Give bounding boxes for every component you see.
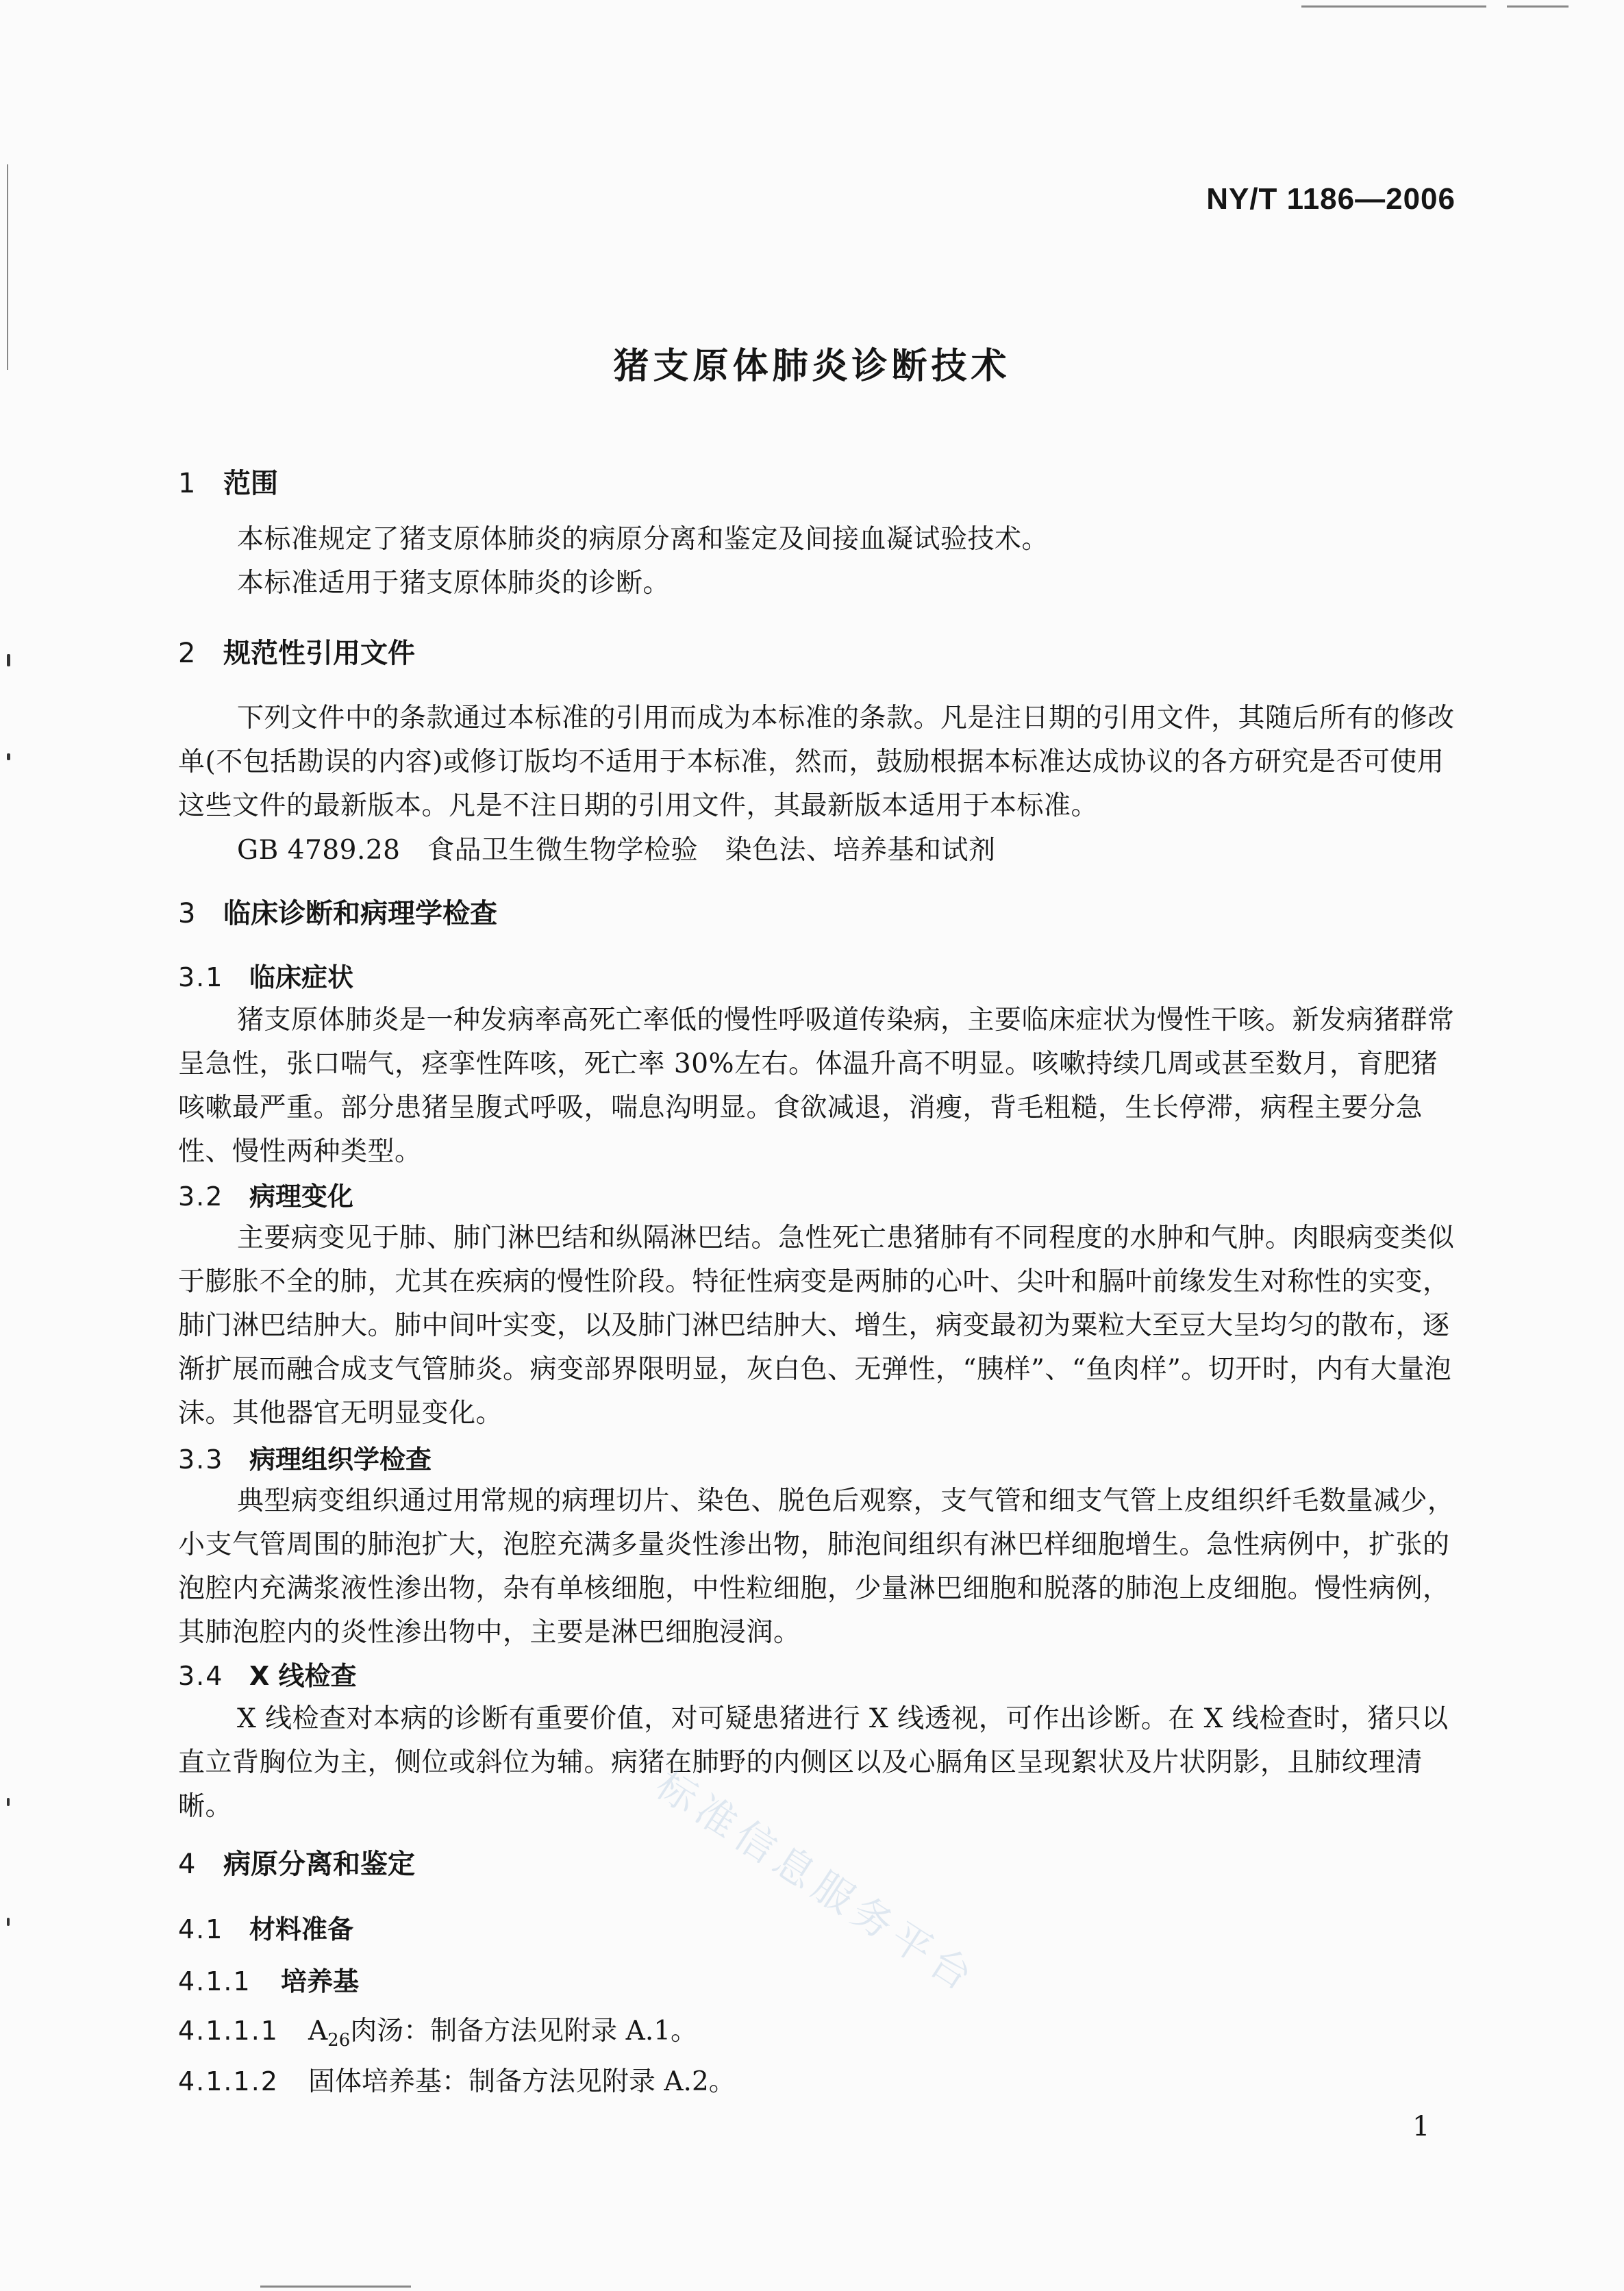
subsection-4-1-1-heading xyxy=(178,1960,359,1998)
scan-top-rule xyxy=(1301,5,1486,8)
clause-body: 固体培养基：制备方法见附录 A.2。 xyxy=(308,2066,736,2097)
subsection-4-1-heading xyxy=(178,1908,353,1946)
scan-left-mark xyxy=(7,1798,10,1806)
clause-number: 4.1.1.2 xyxy=(178,2066,279,2096)
subsection-number: 3.3 xyxy=(178,1444,224,1475)
standard-code: NY/T 1186—2006 xyxy=(1206,182,1456,216)
clause-body: 肉汤：制备方法见附录 A.1。 xyxy=(350,2016,698,2046)
subsection-number: 3.4 xyxy=(178,1661,224,1691)
clause-text xyxy=(308,2016,698,2051)
section-title: 规范性引用文件 xyxy=(223,638,415,669)
subsection-title: X 线检查 xyxy=(249,1661,357,1691)
watermark: 标准信息服务平台 xyxy=(647,1760,986,2003)
subsection-title: 临床症状 xyxy=(249,962,354,992)
paragraph: 典型病变组织通过用常规的病理切片、染色、脱色后观察，支气管和细支气管上皮组织纤毛数量减少，小支气管周围的肺泡扩大，泡腔充满多量炎性渗出物，肺泡间组织有淋巴样细胞增生。急性病例中，扩张的泡腔内充满浆液性渗出物，杂有单核细胞，中性粒细胞，少量淋巴细胞和脱落的肺泡上皮细胞。慢性病例，其肺泡腔内的炎性渗出物中，主要是淋巴细胞浸润。 xyxy=(178,1486,1455,1648)
section-title: 临床诊断和病理学检查 xyxy=(223,898,497,929)
subsection-number: 4.1 xyxy=(178,1914,224,1944)
scan-left-mark xyxy=(7,753,10,760)
section-title: 范围 xyxy=(223,468,278,499)
section-3-heading xyxy=(178,892,497,931)
medium-prefix: A xyxy=(308,2016,328,2046)
page-number: 1 xyxy=(1412,2111,1430,2142)
subsection-3-2-heading xyxy=(178,1175,353,1213)
subsection-number: 3.2 xyxy=(178,1181,224,1212)
subsection-number: 3.1 xyxy=(178,962,224,992)
subsection-number: 4.1.1 xyxy=(178,1966,251,1996)
subsection-title: 病理组织学检查 xyxy=(249,1444,432,1475)
clause-4-1-1-1 xyxy=(178,2010,697,2051)
scan-left-mark xyxy=(7,1918,10,1926)
paragraph: 本标准规定了猪支原体肺炎的病原分离和鉴定及间接血凝试验技术。 xyxy=(237,524,1049,555)
scan-bottom-rule xyxy=(260,2286,411,2288)
section-4-heading xyxy=(178,1842,415,1881)
scan-top-rule-short xyxy=(1507,5,1569,8)
scan-left-mark xyxy=(7,654,10,666)
reference-entry: GB 4789.28 食品卫生微生物学检验 染色法、培养基和试剂 xyxy=(237,835,996,866)
section-title: 病原分离和鉴定 xyxy=(223,1849,415,1880)
paragraph: 主要病变见于肺、肺门淋巴结和纵隔淋巴结。急性死亡患猪肺有不同程度的水肿和气肿。肉眼病变类似于膨胀不全的肺，尤其在疾病的慢性阶段。特征性病变是两肺的心叶、尖叶和膈叶前缘发生对称性的实变，肺门淋巴结肿大。肺中间叶实变，以及肺门淋巴结肿大、增生，病变最初为粟粒大至豆大呈均匀的散布，逐渐扩展而融合成支气管肺炎。病变部界限明显，灰白色、无弹性，“胰样”、“鱼肉样”。切开时，内有大量泡沫。其他器官无明显变化。 xyxy=(178,1223,1455,1429)
clause-4-1-1-2 xyxy=(178,2060,736,2099)
section-2-heading xyxy=(178,631,415,671)
medium-subscript: 26 xyxy=(327,2029,351,2051)
section-number: 3 xyxy=(178,898,196,929)
subsection-3-1-heading xyxy=(178,956,353,994)
paragraph: 下列文件中的条款通过本标准的引用而成为本标准的条款。凡是注日期的引用文件，其随后所有的修改单(不包括勘误的内容)或修订版均不适用于本标准，然而，鼓励根据本标准达成协议的各方研究是否可使用这些文件的最新版本。凡是不注日期的引用文件，其最新版本适用于本标准。 xyxy=(178,703,1455,821)
subsection-title: 病理变化 xyxy=(249,1181,354,1212)
clause-number: 4.1.1.1 xyxy=(178,2016,279,2046)
section-1-heading xyxy=(178,462,278,501)
subsection-title: 材料准备 xyxy=(249,1914,354,1944)
paragraph: X 线检查对本病的诊断有重要价值，对可疑患猪进行 X 线透视，可作出诊断。在 X 线检查时，猪只以直立背胸位为主，侧位或斜位为辅。病猪在肺野的内侧区以及心膈角区呈现絮状及片状阴影，且肺纹理清晰。 xyxy=(178,1703,1449,1822)
subsection-3-3-heading xyxy=(178,1438,432,1476)
section-number: 1 xyxy=(178,468,196,499)
subsection-title: 培养基 xyxy=(281,1966,360,1996)
section-number: 2 xyxy=(178,638,196,669)
paragraph: 猪支原体肺炎是一种发病率高死亡率低的慢性呼吸道传染病，主要临床症状为慢性干咳。新发病猪群常呈急性，张口喘气，痉挛性阵咳，死亡率 30%左右。体温升高不明显。咳嗽持续几周或甚至数月，育肥猪咳嗽最严重。部分患猪呈腹式呼吸，喘息沟明显。食欲减退，消瘦，背毛粗糙，生长停滞，病程主要分急性、慢性两种类型。 xyxy=(178,1005,1455,1167)
subsection-3-4-heading xyxy=(178,1655,357,1692)
document-title: 猪支原体肺炎诊断技术 xyxy=(613,346,1011,387)
paragraph: 本标准适用于猪支原体肺炎的诊断。 xyxy=(237,568,671,599)
section-number: 4 xyxy=(178,1849,196,1880)
